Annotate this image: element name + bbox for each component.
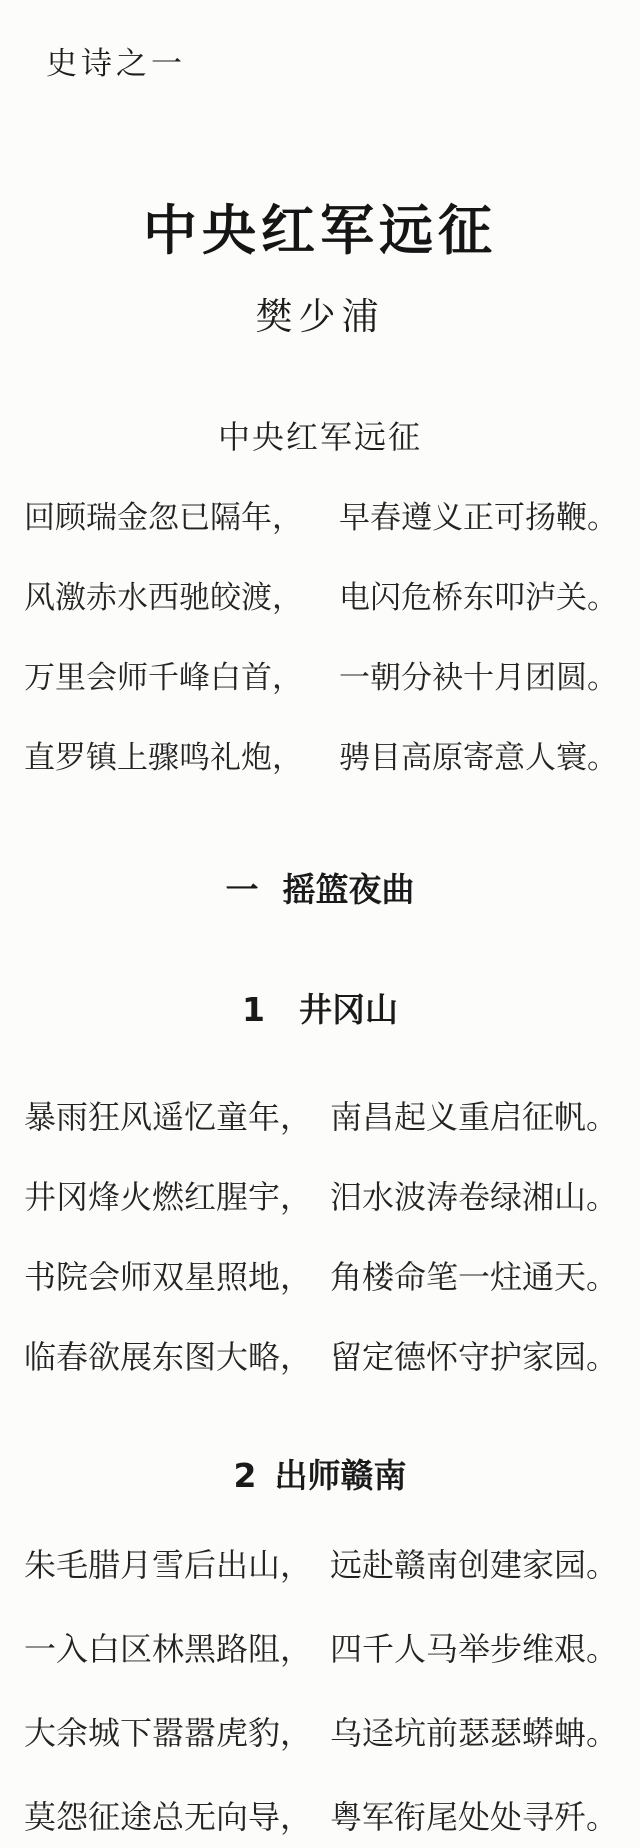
verse-right: 骋目高原寄意人寰。 — [339, 740, 618, 776]
verse-left: 莫怨征途总无向导， — [24, 1798, 313, 1836]
verse-left: 一入白区林黑路阻， — [24, 1630, 313, 1668]
section-heading — [0, 864, 640, 911]
subsection-heading — [0, 984, 640, 1031]
verse-right: 南昌起义重启征帆。 — [329, 1098, 618, 1136]
poem-line — [24, 1540, 618, 1586]
verse-right: 乌迳坑前瑟瑟蟒蚺。 — [329, 1714, 618, 1752]
verse-left: 朱毛腊月雪后出山， — [24, 1546, 313, 1584]
author-name: 樊少浦 — [255, 295, 385, 338]
poem-line — [24, 492, 618, 537]
poem-line — [24, 1624, 618, 1670]
verse-left: 暴雨狂风遥忆童年， — [24, 1098, 313, 1136]
verse-right: 远赴赣南创建家园。 — [329, 1546, 618, 1584]
verse-right: 角楼命笔一炷通天。 — [329, 1258, 618, 1296]
poem-line — [24, 572, 618, 617]
verse-right: 粤军衔尾处处寻歼。 — [329, 1798, 618, 1836]
verse-left: 直罗镇上骤鸣礼炮， — [24, 740, 303, 776]
poem-line — [24, 732, 618, 777]
poem-line — [24, 1252, 618, 1298]
poem-line — [24, 1172, 618, 1218]
poem-line — [24, 1792, 618, 1838]
verse-left: 风激赤水西驰皎渡， — [24, 580, 303, 616]
series-kicker: 史诗之一 — [46, 46, 186, 82]
subsection-title: 出师赣南 — [274, 1456, 407, 1495]
poem-main-title: 中央红军远征 — [143, 198, 497, 262]
poem-line — [24, 1332, 618, 1378]
verse-left: 书院会师双星照地， — [24, 1258, 313, 1296]
subsection-heading — [0, 1450, 640, 1497]
verse-right: 留定德怀守护家园。 — [329, 1338, 618, 1376]
verse-right: 一朝分袂十月团圆。 — [339, 660, 618, 696]
verse-left: 临春欲展东图大略， — [24, 1338, 313, 1376]
verse-right: 电闪危桥东叩泸关。 — [339, 580, 618, 616]
poem-subtitle: 中央红军远征 — [217, 418, 422, 456]
subsection-number: 2 — [233, 1456, 257, 1495]
poem-line — [24, 652, 618, 697]
poem-line — [24, 1708, 618, 1754]
verse-right: 四千人马举步维艰。 — [329, 1630, 618, 1668]
verse-left: 回顾瑞金忽已隔年， — [24, 500, 303, 536]
verse-left: 大余城下嚣嚣虎豹， — [24, 1714, 313, 1752]
section-number: 一 — [225, 870, 259, 909]
subsection-number: 1 — [242, 990, 265, 1029]
poem-line — [24, 1092, 618, 1138]
verse-right: 早春遵义正可扬鞭。 — [339, 500, 618, 536]
verse-right: 汨水波涛卷绿湘山。 — [329, 1178, 618, 1216]
verse-left: 井冈烽火燃红腥宇， — [24, 1178, 313, 1216]
subsection-title: 井冈山 — [298, 990, 398, 1029]
section-title: 摇篮夜曲 — [282, 870, 415, 909]
verse-left: 万里会师千峰白首， — [24, 660, 303, 696]
